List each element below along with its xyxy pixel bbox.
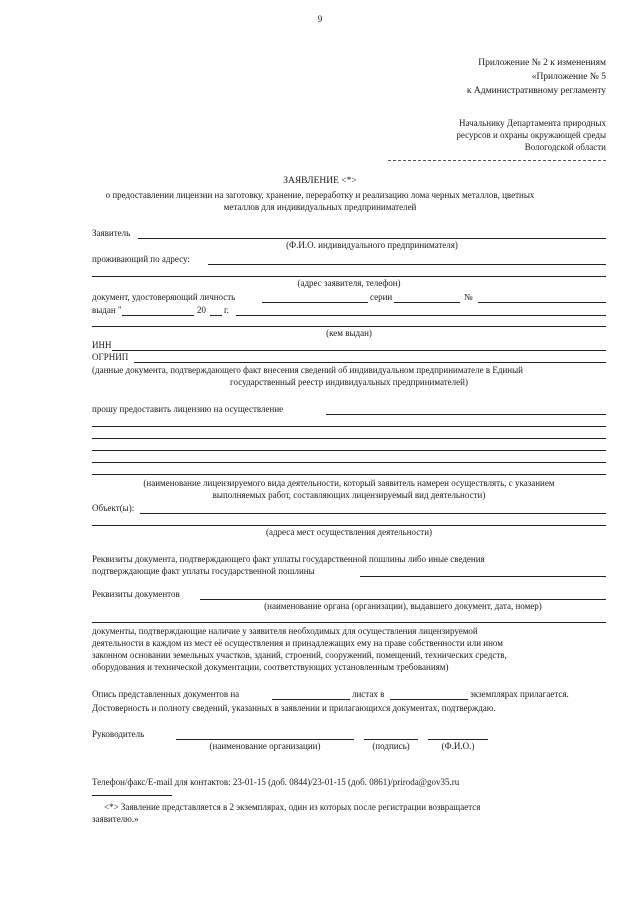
request-field-2[interactable]: [92, 426, 606, 427]
applicant-label: Заявитель: [92, 228, 131, 238]
appendix-line-2: «Приложение № 5: [531, 72, 606, 82]
issued-by-field[interactable]: [236, 315, 606, 316]
objects-field-2[interactable]: [92, 525, 606, 526]
inn-label: ИНН: [92, 340, 112, 350]
docs-req-field[interactable]: [200, 599, 606, 600]
docs-req-label: Реквизиты документов: [92, 589, 180, 599]
inn-field[interactable]: [112, 350, 606, 351]
appendix-line-1: Приложение № 2 к изменениям: [478, 58, 606, 68]
docs-text-1: документы, подтверждающие наличие у заявителя необходимых для осуществления лицензируемой: [92, 626, 478, 636]
residing-label: проживающий по адресу:: [92, 254, 190, 264]
addressee-fill-line: [388, 160, 606, 161]
inventory-label-b: листах в: [352, 689, 385, 699]
objects-label: Объект(ы):: [92, 503, 135, 513]
head-org-caption: (наименование организации): [209, 741, 321, 751]
issued-label: выдан ": [92, 305, 122, 315]
issued-date-field[interactable]: [122, 315, 194, 316]
head-fio-field[interactable]: [428, 739, 488, 740]
applicant-field[interactable]: [138, 238, 606, 239]
head-sign-caption: (подпись): [372, 741, 410, 751]
ogrnip-caption-1: (данные документа, подтверждающего факт внесения сведений об индивидуальном предпринимателе в Единый: [92, 365, 523, 375]
objects-caption: (адреса мест осуществления деятельности): [265, 527, 433, 537]
request-field-4[interactable]: [92, 450, 606, 451]
document-subtitle-2: металлов для индивидуальных предпринимателей: [223, 202, 417, 212]
ogrnip-label: ОГРНИП: [92, 352, 129, 362]
issued-year-field[interactable]: [210, 315, 222, 316]
docs-text-3: законном основании земельных участков, зданий, строений, сооружений, помещений, технических средств,: [92, 650, 507, 660]
activity-caption-2: выполняемых работ, составляющих лицензируемый вид деятельности): [212, 490, 486, 500]
head-sign-field[interactable]: [364, 739, 418, 740]
appendix-line-3: к Административному регламенту: [466, 86, 606, 96]
addressee-line-3: Вологодской области: [524, 142, 606, 152]
head-org-field[interactable]: [176, 739, 354, 740]
page-number: 9: [317, 14, 323, 24]
fee-label-2: подтверждающие факт уплаты государственной пошлины: [92, 566, 315, 576]
request-field-6[interactable]: [92, 474, 606, 475]
inventory-label-c: экземплярах прилагается.: [470, 689, 569, 699]
fee-field[interactable]: [360, 576, 606, 577]
document-title: ЗАЯВЛЕНИЕ <*>: [283, 176, 357, 186]
inventory-copies-field[interactable]: [390, 699, 468, 700]
authenticity-text: Достоверность и полноту сведений, указанных в заявлении и прилагающихся документах, подтверждаю.: [92, 703, 496, 713]
head-fio-caption: (Ф.И.О.): [441, 741, 475, 751]
ogrnip-caption-2: государственный реестр индивидуальных предпринимателей): [230, 377, 468, 387]
inventory-sheets-field[interactable]: [272, 699, 350, 700]
fee-label-1: Реквизиты документа, подтверждающего факт уплаты государственной пошлины либо иные сведения: [92, 554, 485, 564]
request-field[interactable]: [326, 414, 606, 415]
issued-year-label: 20: [197, 305, 206, 315]
inventory-label-a: Опись представленных документов на: [92, 689, 240, 699]
residing-field[interactable]: [208, 264, 606, 265]
series-label: серии: [370, 292, 393, 302]
head-label: Руководитель: [92, 729, 145, 739]
issued-by-caption: (кем выдан): [326, 328, 372, 338]
id-doc-field[interactable]: [262, 302, 368, 303]
activity-caption-1: (наименование лицензируемого вида деятельности, который заявитель намерен осуществлять, с указанием: [143, 478, 555, 488]
footnote-line-2: заявителю.»: [92, 814, 139, 824]
docs-req-field-2[interactable]: [92, 622, 606, 623]
docs-req-caption: (наименование органа (организации), выдавшего документ, дата, номер): [264, 601, 542, 611]
footnote-line-1: <*> Заявление представляется в 2 экземплярах, один из которых после регистрации возвращается: [104, 802, 481, 812]
number-field[interactable]: [478, 302, 606, 303]
applicant-caption: (Ф.И.О. индивидуального предпринимателя): [286, 240, 458, 250]
address-caption: (адрес заявителя, телефон): [297, 278, 401, 288]
residing-field-2[interactable]: [92, 276, 606, 277]
docs-text-2: деятельности в каждом из мест её осуществления и принадлежащих ему на праве собственности или ином: [92, 638, 503, 648]
issued-by-field-2[interactable]: [92, 326, 606, 327]
footnote-separator: [92, 795, 172, 796]
series-field[interactable]: [394, 302, 460, 303]
ogrnip-field[interactable]: [134, 362, 606, 363]
request-field-3[interactable]: [92, 438, 606, 439]
id-doc-label: документ, удостоверяющий личность: [92, 292, 236, 302]
issued-year-suffix: г.: [224, 305, 229, 315]
addressee-line-2: ресурсов и охраны окружающей среды: [456, 130, 606, 140]
request-field-5[interactable]: [92, 462, 606, 463]
number-label: №: [464, 292, 473, 302]
docs-text-4: оборудования и технической документации, соответствующих установленным требованиям): [92, 662, 449, 672]
document-subtitle-1: о предоставлении лицензии на заготовку, хранение, переработку и реализацию лома черных металлов, цветных: [105, 190, 535, 200]
request-label: прошу предоставить лицензию на осуществление: [92, 404, 284, 414]
addressee-line-1: Начальнику Департамента природных: [458, 118, 606, 128]
contacts-text: Телефон/факс/E-mail для контактов: 23-01-15 (доб. 0844)/23-01-15 (доб. 0861)/priroda@gov35.ru: [92, 777, 460, 787]
objects-field[interactable]: [140, 513, 606, 514]
